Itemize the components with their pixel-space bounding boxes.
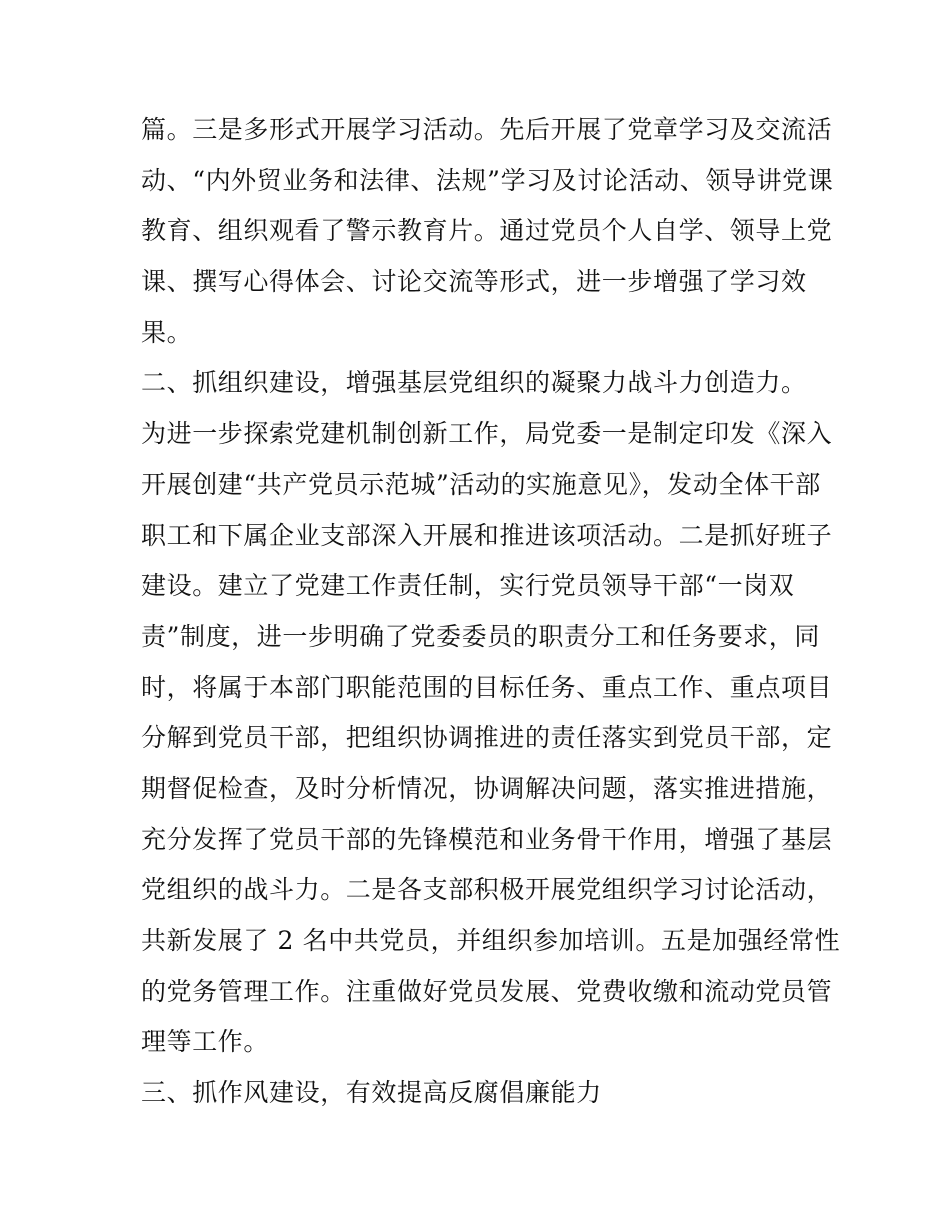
text-line: 篇。三是多形式开展学习活动。先后开展了党章学习及交流活 xyxy=(141,115,833,144)
section-heading: 二、抓组织建设，增强基层党组织的凝聚力战斗力创造力。 xyxy=(141,368,807,398)
text-line: 教育、组织观看了警示教育片。通过党员个人自学、领导上党 xyxy=(141,216,833,246)
body-text xyxy=(141,105,841,1119)
text-line: 建设。建立了党建工作责任制，实行党员领导干部“一岗双 xyxy=(141,571,795,601)
text-line: 职工和下属企业支部深入开展和推进该项活动。二是抓好班子 xyxy=(141,520,833,550)
text-line: 为进一步探索党建机制创新工作，局党委一是制定印发《深入 xyxy=(141,419,833,449)
text-line: 理等工作。 xyxy=(141,1027,270,1057)
text-line: 期督促检查，及时分析情况，协调解决问题，落实推进措施， xyxy=(141,773,833,803)
text-line: 分解到党员干部，把组织协调推进的责任落实到党员干部，定 xyxy=(141,723,833,753)
section-heading: 三、抓作风建设，有效提高反腐倡廉能力 xyxy=(141,1078,602,1108)
text-line: 的党务管理工作。注重做好党员发展、党费收缴和流动党员管 xyxy=(141,976,833,1006)
text-line: 党组织的战斗力。二是各支部积极开展党组织学习讨论活动， xyxy=(141,875,833,905)
text-line: 开展创建“共产党员示范城”活动的实施意见》，发动全体干部 xyxy=(141,469,821,499)
text-line: 时，将属于本部门职能范围的目标任务、重点工作、重点项目 xyxy=(141,672,833,702)
text-line: 责”制度，进一步明确了党委委员的职责分工和任务要求，同 xyxy=(141,621,820,651)
text-line: 共新发展了 2 名中共党员，并组织参加培训。五是加强经常性 xyxy=(141,926,841,955)
text-line: 充分发挥了党员干部的先锋模范和业务骨干作用，增强了基层 xyxy=(141,824,833,854)
text-line: 动、“内外贸业务和法律、法规”学习及讨论活动、领导讲党课 xyxy=(141,165,834,195)
text-line: 果。 xyxy=(141,317,193,347)
text-line: 课、撰写心得体会、讨论交流等形式，进一步增强了学习效 xyxy=(141,267,807,297)
